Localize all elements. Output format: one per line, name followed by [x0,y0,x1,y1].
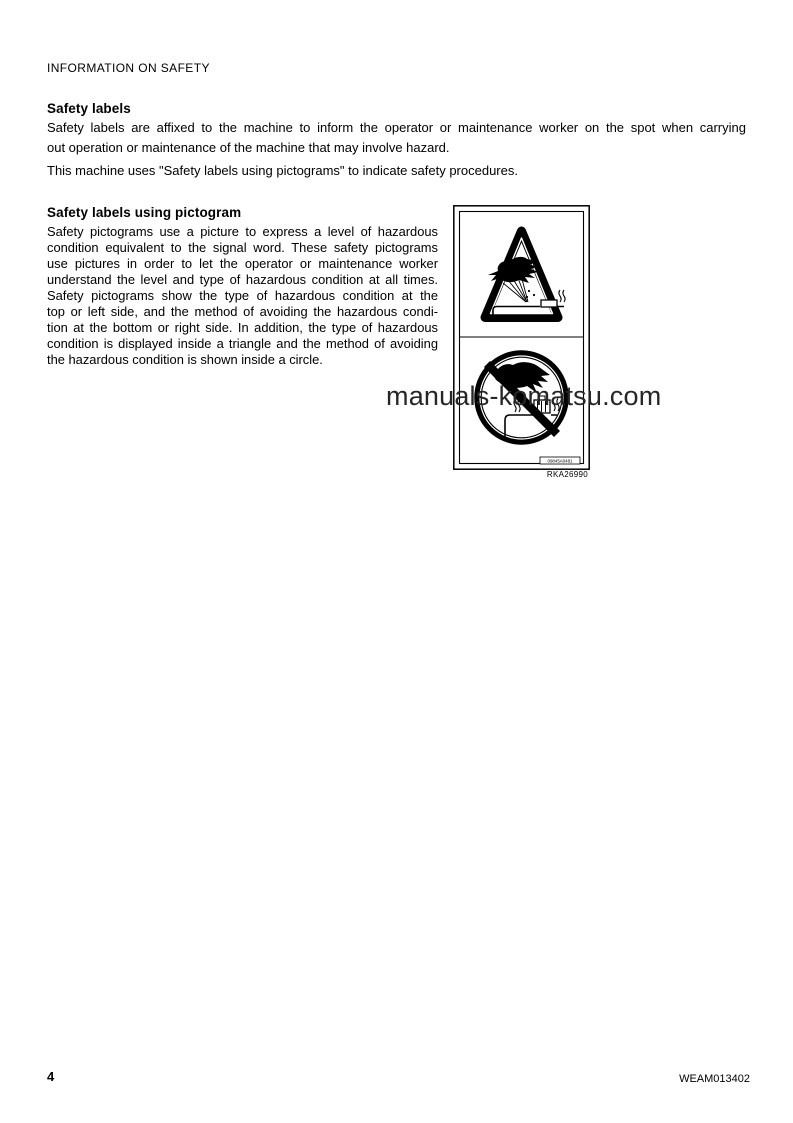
pictogram-paragraph [47,224,438,368]
body-line: condition equivalent to the signal word. These safety pictograms [47,240,438,255]
pictogram-plate [453,205,590,470]
safety-pictogram-figure [453,205,590,470]
page-header: INFORMATION ON SAFETY [47,61,210,75]
body-line: Safety pictograms use a picture to express a level of hazardous [47,224,438,239]
section-heading-safety-labels: Safety labels [47,101,131,116]
section-heading-pictogram: Safety labels using pictogram [47,205,242,220]
body-line: top or left side, and the method of avoiding the hazardous condi- [47,304,438,319]
body-line: Safety labels are affixed to the machine to inform the operator or maintenance worker on the spot when carrying [47,120,746,135]
figure-caption: RKA26990 [546,470,588,479]
body-line: condition is displayed inside a triangle and the method of avoiding [47,336,438,351]
document-code: WEAM013402 [679,1073,750,1085]
svg-text:09845A0481: 09845A0481 [547,458,573,464]
body-line: Safety pictograms show the type of hazardous condition at the [47,288,438,303]
safety-labels-paragraph [47,118,746,158]
body-line: understand the level and type of hazardous condition at all times. [47,272,438,287]
page-number: 4 [47,1069,55,1084]
safety-labels-paragraph-2: This machine uses "Safety labels using pictograms" to indicate safety procedures. [47,163,518,178]
plate-code [540,457,580,464]
body-line: use pictures in order to let the operator or maintenance worker [47,256,438,271]
body-line: out operation or maintenance of the machine that may involve hazard. [47,140,450,155]
body-line: tion at the bottom or right side. In addition, the type of hazardous [47,320,438,335]
watermark: manuals-komatsu.com [386,381,662,411]
body-line: the hazardous condition is shown inside a circle. [47,352,323,367]
